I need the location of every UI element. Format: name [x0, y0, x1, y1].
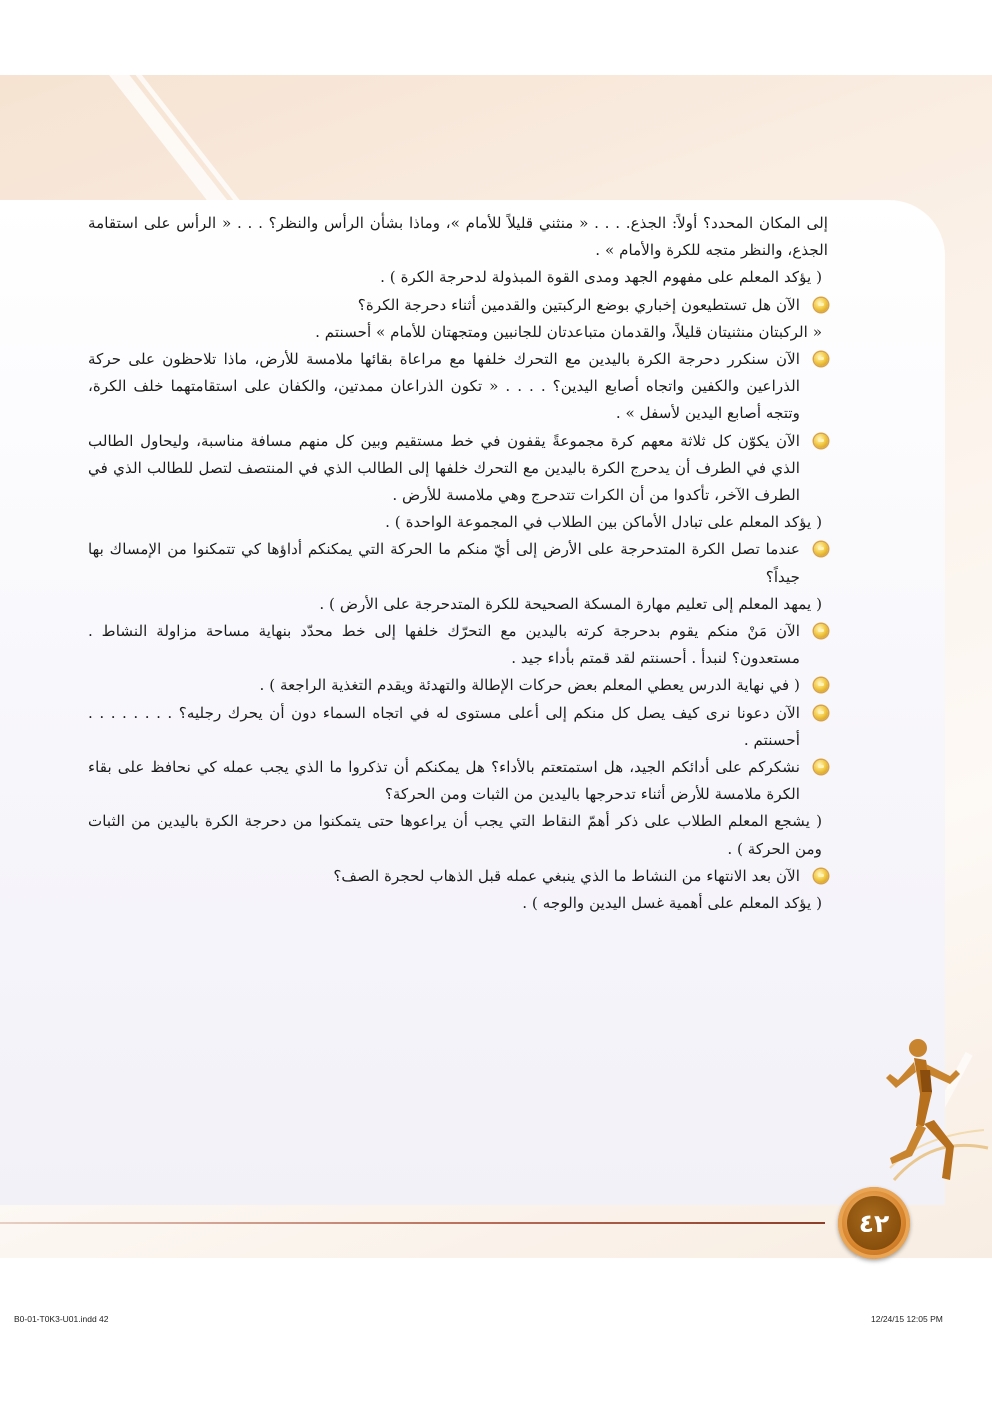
- teacher-note: ( يؤكد المعلم على تبادل الأماكن بين الطلاب في المجموعة الواحدة ) .: [385, 513, 822, 532]
- bullet-item: [88, 672, 828, 699]
- footer-rule: [0, 1222, 825, 1224]
- bullet-text: الآن بعد الانتهاء من النشاط ما الذي ينبغي عمله قبل الذهاب لحجرة الصف؟: [333, 866, 800, 885]
- print-file-label: B0-01-T0K3-U01.indd 42: [14, 1314, 109, 1324]
- bullet-item: [88, 536, 828, 590]
- paragraph: إلى المكان المحدد؟ أولاً: الجذع. . . . « منثني قليلاً للأمام »، وماذا بشأن الرأس والنظر؟ . . . « الرأس على استقامة الجذع، والنظر متجه للكرة والأمام » .: [88, 214, 828, 260]
- bullet-text: نشكركم على أدائكم الجيد، هل استمتعتم بالأداء؟ هل يمكنكم أن تذكروا ما الذي يجب عمله كي نحافظ على بقاء الكرة ملامسة للأرض أثناء تدحرجها باليدين من الثبات ومن الحركة؟: [88, 758, 800, 804]
- bullet-text: الآن سنكرر دحرجة الكرة باليدين مع التحرك خلفها مع مراعاة بقائها ملامسة للأرض، ماذا تلاحظون على حركة الذراعين والكفين واتجاه أصابع اليدين؟ . . . . « تكون الذراعان ممدتين، والكفان على استقامتهما خلف الكرة، وتتجه أصابع اليدين لأسفل » .: [88, 350, 800, 423]
- bullet-text: ( في نهاية الدرس يعطي المعلم بعض حركات الإطالة والتهدئة ويقدم التغذية الراجعة ) .: [259, 676, 800, 695]
- bullet-item: [88, 428, 828, 510]
- bullet-item: [88, 346, 828, 428]
- page-number: ٤٢: [847, 1196, 901, 1250]
- bullet-item: [88, 863, 828, 890]
- bullet-text: الآن دعونا نرى كيف يصل كل منكم إلى أعلى مستوى له في اتجاه السماء دون أن يحرك رجليه؟ . . . . . . . . أحسنتم .: [88, 703, 800, 749]
- bullet-icon: [814, 624, 828, 638]
- runner-illustration-icon: [880, 1030, 990, 1190]
- bullet-icon: [814, 542, 828, 556]
- bullet-icon: [814, 760, 828, 774]
- bullet-icon: [814, 434, 828, 448]
- bullet-text: عندما تصل الكرة المتدحرجة على الأرض إلى أيّ منكم ما الحركة التي يمكنكم أداؤها كي تتمكنوا من الإمساك بها جيداً؟: [88, 540, 800, 586]
- lesson-text: [88, 210, 828, 917]
- bullet-item: [88, 700, 828, 754]
- bullet-icon: [814, 706, 828, 720]
- paragraph: « الركبتان منثنيتان قليلاً، والقدمان متباعدتان للجانبين ومتجهتان للأمام » أحسنتم .: [315, 322, 822, 341]
- bullet-icon: [814, 352, 828, 366]
- bullet-item: [88, 292, 828, 319]
- teacher-note: ( يشجع المعلم الطلاب على ذكر أهمّ النقاط التي يجب أن يراعوها حتى يتمكنوا من دحرجة الكرة باليدين من الثبات ومن الحركة ) .: [88, 812, 822, 858]
- print-timestamp: 12/24/15 12:05 PM: [871, 1314, 943, 1324]
- bullet-text: الآن هل تستطيعون إخباري بوضع الركبتين والقدمين أثناء دحرجة الكرة؟: [357, 295, 800, 314]
- bullet-item: [88, 618, 828, 672]
- bullet-item: [88, 754, 828, 808]
- bullet-text: الآن يكوّن كل ثلاثة معهم كرة مجموعةً يقفون في خط مستقيم وبين كل منهم مسافة مناسبة، وليحاول الطالب الذي في الطرف أن يدحرج الكرة باليدين مع التحرك خلفها إلى الطالب الذي في المنتصف لتصل للطالب الذي في الطرف الآخر، تأكدوا من أن الكرات تتدحرج وهي ملامسة للأرض .: [88, 431, 800, 505]
- teacher-note: ( يمهد المعلم إلى تعليم مهارة المسكة الصحيحة للكرة المتدحرجة على الأرض ) .: [319, 594, 822, 613]
- bullet-icon: [814, 869, 828, 883]
- page-number-badge: [838, 1187, 910, 1259]
- teacher-note: ( يؤكد المعلم على مفهوم الجهد ومدى القوة المبذولة لدحرجة الكرة ) .: [380, 268, 822, 287]
- bullet-text: الآن مَنْ منكم يقوم بدحرجة كرته باليدين مع التحرّك خلفها إلى خط محدّد بنهاية مساحة مزاولة النشاط . مستعدون؟ لنبدأ . أحسنتم لقد قمتم بأداء جيد .: [88, 622, 800, 668]
- teacher-note: ( يؤكد المعلم على أهمية غسل اليدين والوجه ) .: [522, 894, 822, 913]
- bullet-icon: [814, 298, 828, 312]
- bullet-icon: [814, 678, 828, 692]
